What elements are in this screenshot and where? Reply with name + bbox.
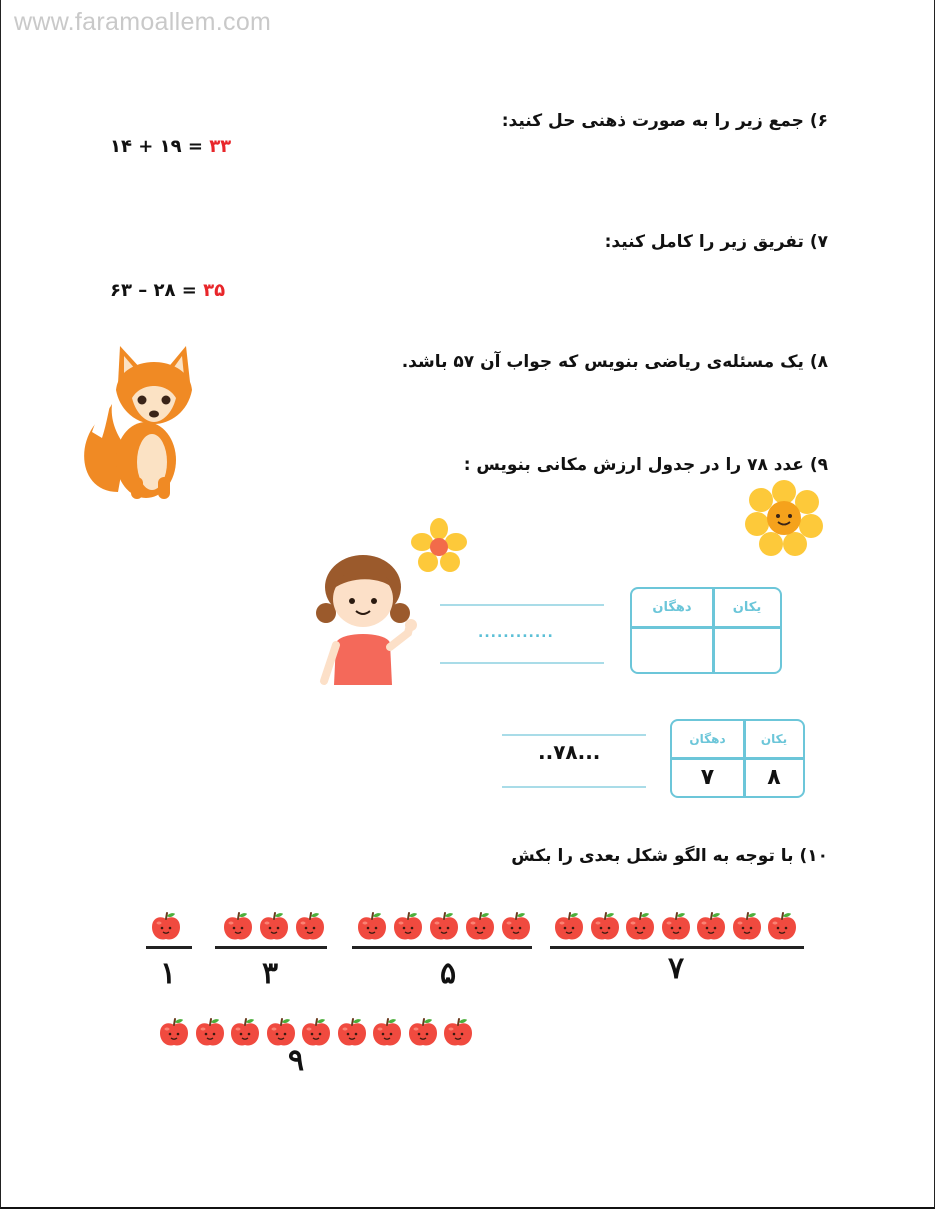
question-6-label: ۶) جمع زیر را به صورت ذهنی حل کنید: xyxy=(501,111,828,131)
question-7-answer: ۳۵ xyxy=(203,280,226,301)
apple-icon xyxy=(194,1016,226,1048)
group-count-label: ۷ xyxy=(668,951,685,986)
group-underline xyxy=(550,946,804,949)
group-count-label: ۵ xyxy=(440,956,457,991)
apple-icon xyxy=(300,1016,332,1048)
tens-value: ۷ xyxy=(700,765,715,790)
guide-line xyxy=(502,734,646,736)
apple-icon xyxy=(258,910,290,942)
apple-icon xyxy=(356,910,388,942)
question-9-label: ۹) عدد ۷۸ را در جدول ارزش مکانی بنویس : xyxy=(463,455,828,475)
apple-icon xyxy=(464,910,496,942)
guide-line xyxy=(502,786,646,788)
apple-icon xyxy=(766,910,798,942)
group-underline xyxy=(146,946,192,949)
table2-number: ..۷۸... xyxy=(538,740,601,764)
question-6-expr: ۱۴ + ۱۹ = xyxy=(110,136,210,157)
apple-icon xyxy=(392,910,424,942)
group-count-label: ۳ xyxy=(262,956,279,991)
watermark: www.faramoallem.com xyxy=(14,8,272,36)
ones-cell-input[interactable] xyxy=(714,629,780,672)
group-underline xyxy=(215,946,327,949)
ones-value: ۸ xyxy=(767,765,781,790)
question-6-equation xyxy=(110,136,231,157)
apple-icon xyxy=(731,910,763,942)
apple-icon xyxy=(222,910,254,942)
question-8-label: ۸) یک مسئله‌ی ریاضی بنویس که جواب آن ۵۷ باشد. xyxy=(401,352,828,372)
apple-icon xyxy=(428,910,460,942)
fox-illustration xyxy=(78,342,193,502)
tens-header: دهگان xyxy=(652,600,692,615)
apple-icon xyxy=(624,910,656,942)
guide-line xyxy=(440,604,604,606)
apple-icon xyxy=(294,910,326,942)
apple-icon xyxy=(158,1016,190,1048)
place-value-table-empty xyxy=(630,587,782,674)
question-7-expr: ۶۳ – ۲۸ = xyxy=(110,280,204,301)
question-7-equation xyxy=(110,280,225,301)
place-value-table-filled xyxy=(670,719,805,798)
ones-header: یکان xyxy=(732,600,762,615)
question-10-label: ۱۰) با توجه به الگو شکل بعدی را بکش xyxy=(511,846,828,866)
group-underline xyxy=(352,946,532,949)
apple-icon xyxy=(660,910,692,942)
apple-icon xyxy=(371,1016,403,1048)
question-6-answer: ۳۳ xyxy=(209,136,232,157)
guide-line xyxy=(440,662,604,664)
group-count-label: ۹ xyxy=(288,1043,305,1078)
group-count-label: ۱ xyxy=(160,956,177,991)
apple-icon xyxy=(500,910,532,942)
tens-cell-input[interactable] xyxy=(632,629,712,672)
table1-number-blank: ............ xyxy=(478,625,554,641)
apple-icon xyxy=(589,910,621,942)
apple-icon xyxy=(150,910,182,942)
tens-header: دهگان xyxy=(689,732,726,746)
apple-icon xyxy=(229,1016,261,1048)
question-7-label: ۷) تفریق زیر را کامل کنید: xyxy=(604,232,828,252)
sun-flower-icon xyxy=(745,480,823,556)
apple-icon xyxy=(336,1016,368,1048)
apple-icon xyxy=(407,1016,439,1048)
ones-header: یکان xyxy=(760,732,788,746)
apple-icon xyxy=(695,910,727,942)
apple-icon xyxy=(553,910,585,942)
girl-illustration xyxy=(312,555,422,688)
apple-icon xyxy=(442,1016,474,1048)
